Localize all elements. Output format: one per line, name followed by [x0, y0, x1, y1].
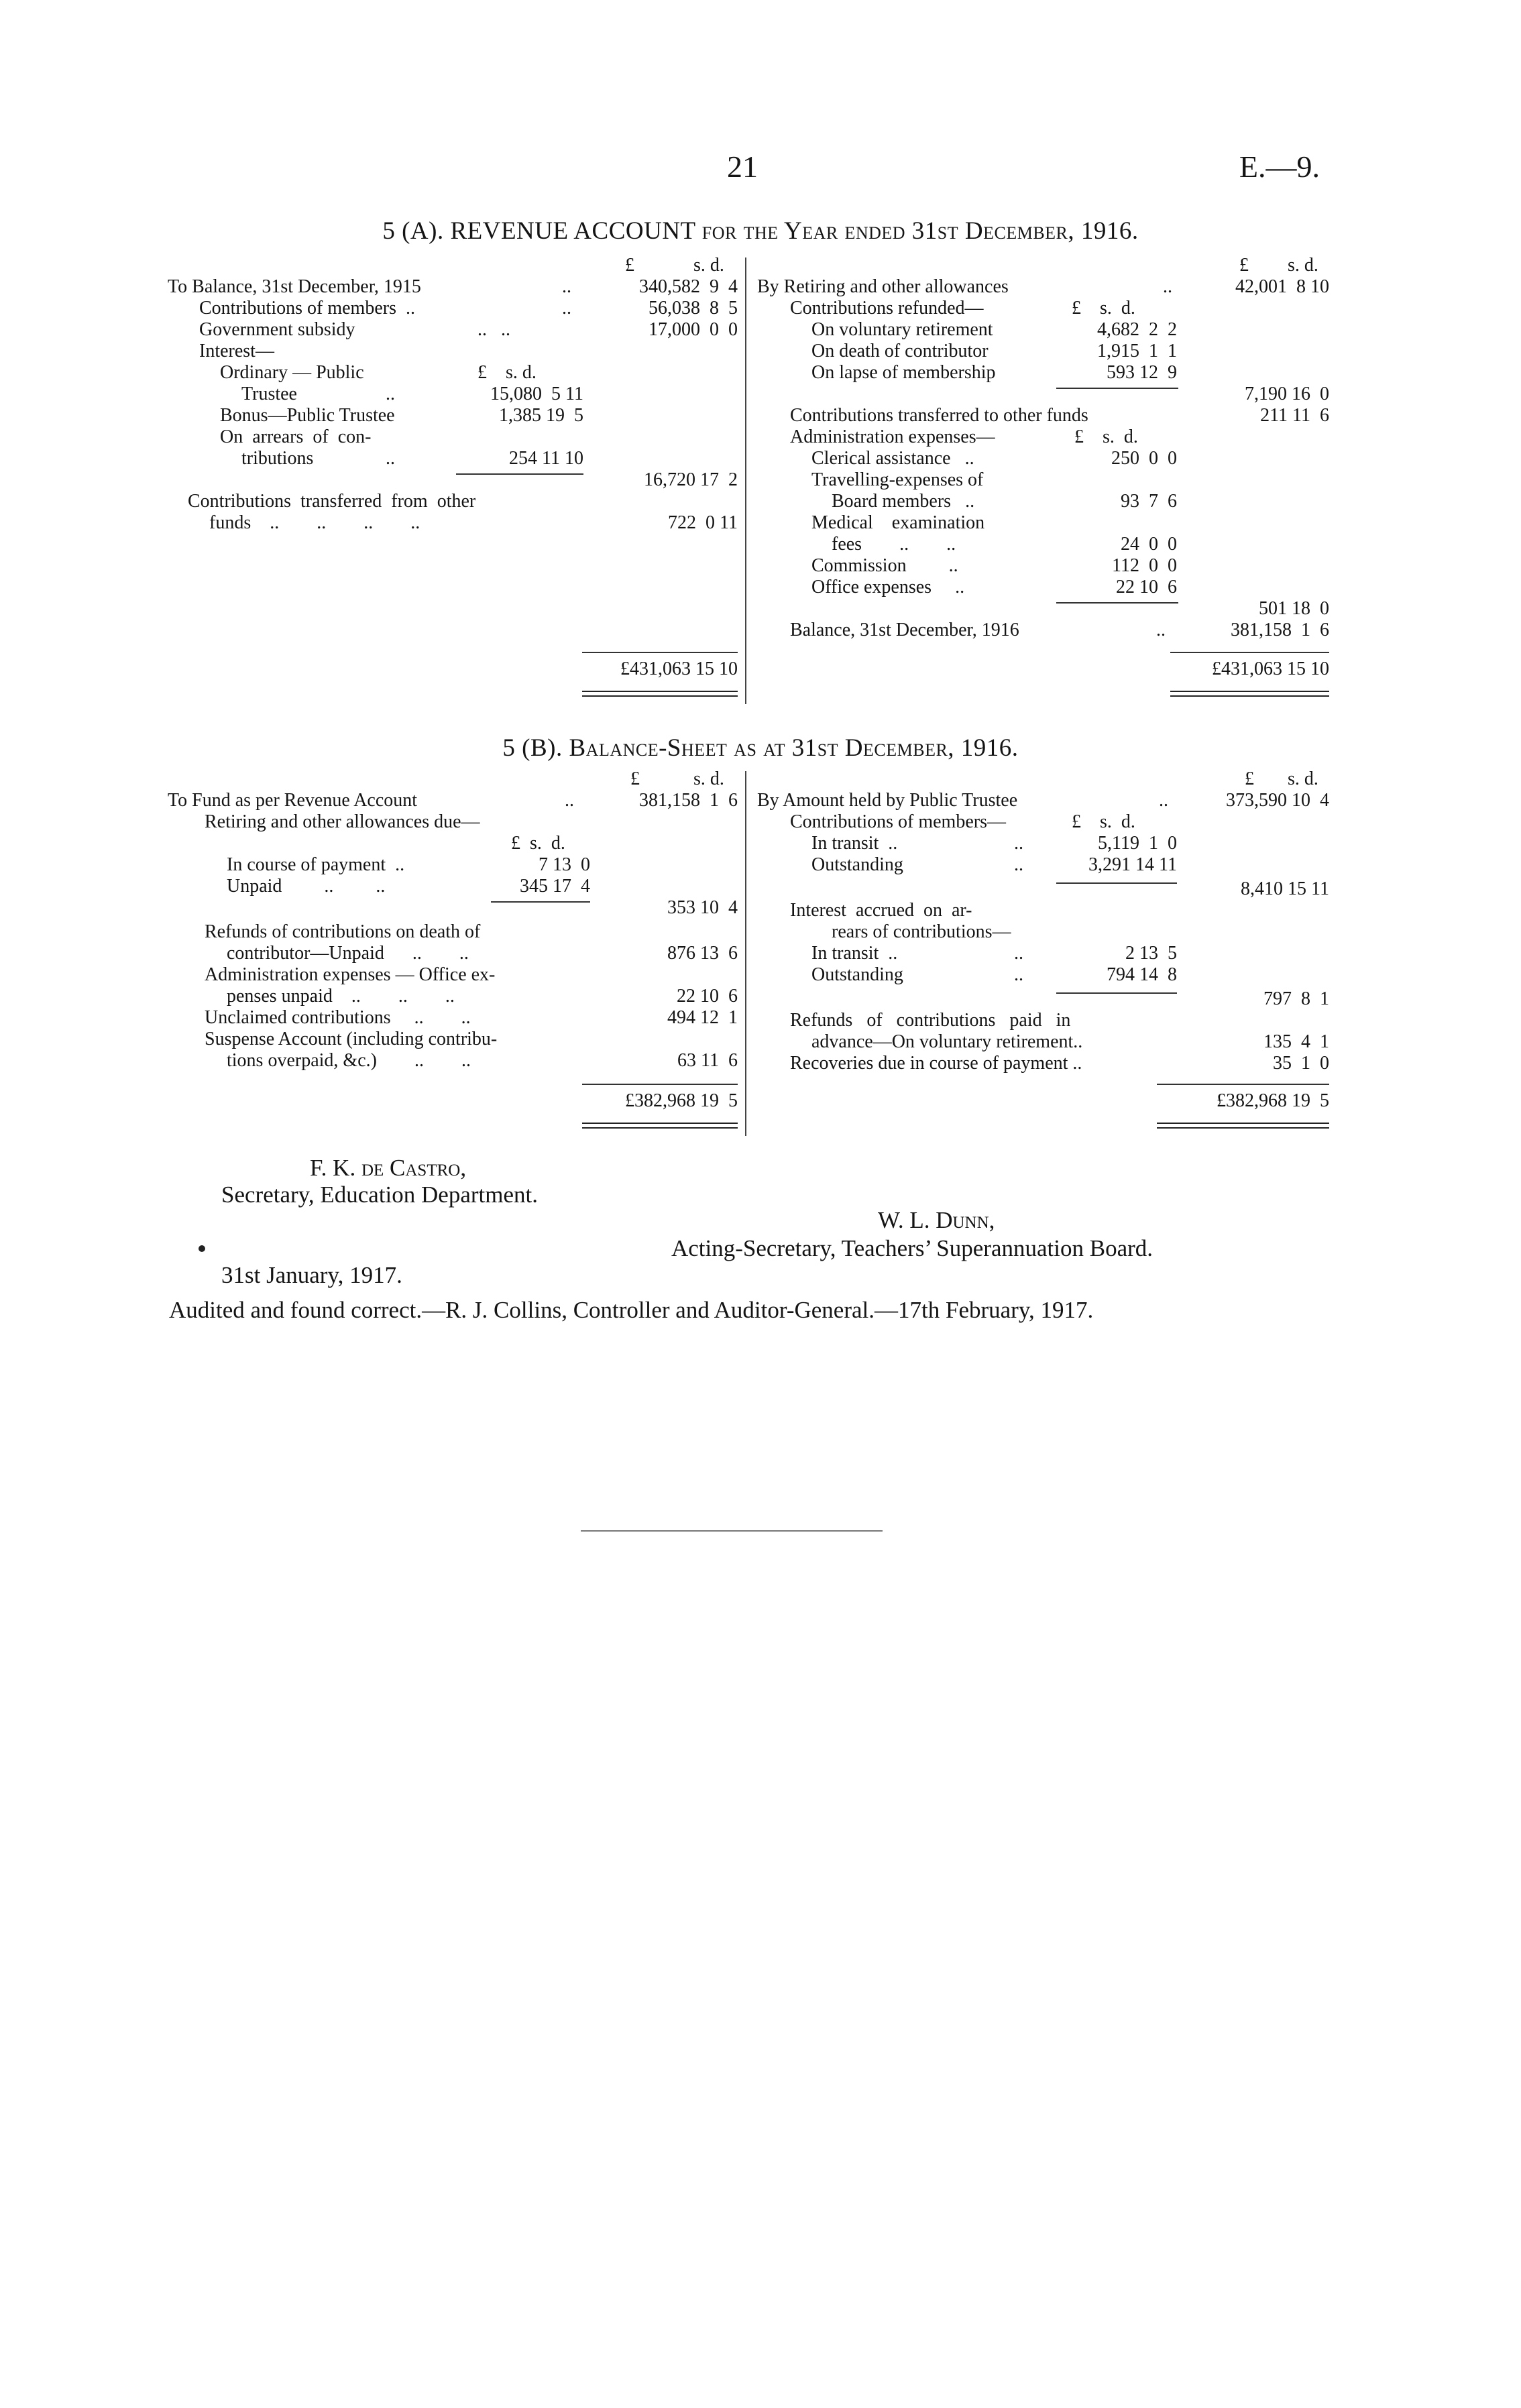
ledger-label: By Retiring and other allowances: [757, 276, 1009, 297]
signatory-castro-title: Secretary, Education Department.: [221, 1182, 538, 1208]
ledger-label: Contributions of members ..: [199, 298, 415, 319]
ledger-amount: 4,682 2 2: [1097, 319, 1177, 340]
leader-dots: ..: [562, 298, 571, 319]
ledger-amount: 381,158 1 6: [1231, 620, 1329, 640]
subtotal-rule: [1056, 388, 1178, 389]
sub-column-header: £ s. d.: [1074, 426, 1138, 447]
ledger-label: Travelling-expenses of: [811, 469, 984, 490]
ledger-amount: 373,590 10 4: [1226, 790, 1329, 811]
signatory-dunn-title: Acting-Secretary, Teachers’ Superannuation Board.: [671, 1235, 1153, 1261]
ledger-amount: 345 17 4: [520, 876, 590, 897]
ledger-label: Contributions transferred to other funds: [790, 405, 1088, 426]
revenue-left-total: £431,063 15 10: [620, 658, 738, 679]
total-rule: [582, 652, 738, 653]
ledger-label: Outstanding: [811, 964, 903, 985]
column-divider: [745, 771, 746, 1136]
ledger-label: Clerical assistance ..: [811, 448, 974, 469]
ledger-amount: 254 11 10: [509, 448, 583, 469]
ledger-amount: 876 13 6: [667, 943, 738, 964]
stray-mark: [199, 1245, 205, 1252]
ledger-label: On lapse of membership: [811, 362, 996, 383]
column-header-sd: s. d.: [1288, 768, 1318, 789]
audit-statement: Audited and found correct.—R. J. Collins, Controller and Auditor-General.—17th February, 1917.: [169, 1297, 1094, 1323]
ledger-amount: 56,038 8 5: [649, 298, 738, 319]
ledger-label: Suspense Account (including contribu-: [205, 1029, 498, 1049]
balance-right-total: £382,968 19 5: [1217, 1090, 1329, 1111]
ledger-label: In transit ..: [811, 943, 898, 964]
column-header-pound: £: [1239, 255, 1249, 276]
ledger-label: Balance, 31st December, 1916: [790, 620, 1019, 640]
column-header-sd: s. d.: [1288, 255, 1318, 276]
ledger-amount: 501 18 0: [1259, 598, 1329, 619]
signature-date: 31st January, 1917.: [221, 1262, 402, 1288]
ledger-amount: 7,190 16 0: [1245, 384, 1329, 404]
ledger-amount: 15,080 5 11: [490, 384, 583, 404]
leader-dots: ..: [386, 384, 395, 404]
ledger-label: advance—On voluntary retirement..: [811, 1031, 1083, 1052]
total-rule: [582, 1084, 738, 1085]
leader-dots: ..: [1163, 276, 1172, 297]
ledger-label: Retiring and other allowances due—: [205, 811, 480, 832]
ledger-amount: 794 14 8: [1107, 964, 1177, 985]
ledger-label: Contributions of members—: [790, 811, 1006, 832]
ledger-label: Interest—: [199, 341, 274, 361]
ledger-amount: 135 4 1: [1263, 1031, 1329, 1052]
ledger-amount: 16,720 17 2: [644, 469, 738, 490]
ledger-amount: 22 10 6: [677, 986, 738, 1007]
leader-dots: ..: [1014, 833, 1023, 854]
ledger-amount: 340,582 9 4: [639, 276, 738, 297]
column-header-sd: s. d.: [693, 255, 724, 276]
ledger-label: In course of payment ..: [227, 854, 405, 875]
column-divider: [745, 257, 746, 704]
leader-dots: ..: [565, 790, 574, 811]
double-rule: [582, 1123, 738, 1129]
column-header-pound: £: [625, 255, 634, 276]
ledger-label: On voluntary retirement: [811, 319, 993, 340]
sub-column-header: £ s. d.: [477, 362, 537, 383]
revenue-right-total: £431,063 15 10: [1212, 658, 1329, 679]
ledger-amount: 381,158 1 6: [639, 790, 738, 811]
ledger-amount: 35 1 0: [1273, 1053, 1329, 1074]
subtotal-rule: [456, 473, 583, 475]
page-number: 21: [727, 150, 758, 184]
ledger-amount: 93 7 6: [1121, 491, 1177, 512]
ledger-amount: 593 12 9: [1107, 362, 1177, 383]
ledger-amount: 42,001 8 10: [1235, 276, 1329, 297]
leader-dots: .. ..: [477, 319, 510, 340]
ledger-label: Recoveries due in course of payment ..: [790, 1053, 1082, 1074]
ledger-amount: 63 11 6: [677, 1050, 738, 1071]
ledger-amount: 211 11 6: [1260, 405, 1329, 426]
ledger-label: Administration expenses — Office ex-: [205, 964, 496, 985]
ledger-label: To Balance, 31st December, 1915: [168, 276, 421, 297]
ledger-label: contributor—Unpaid .. ..: [227, 943, 469, 964]
ledger-label: Bonus—Public Trustee: [220, 405, 395, 426]
ledger-amount: 3,291 14 11: [1088, 854, 1177, 875]
balance-sheet-title: 5 (B). Balance-Sheet as at 31st December, 1916.: [502, 734, 1019, 762]
sub-column-header: £ s. d.: [1072, 811, 1135, 832]
ledger-label: Refunds of contributions on death of: [205, 921, 481, 942]
ledger-amount: 494 12 1: [667, 1007, 738, 1028]
leader-dots: ..: [562, 276, 571, 297]
ledger-label: tions overpaid, &c.) .. ..: [227, 1050, 471, 1071]
ledger-label: Contributions transferred from other: [188, 491, 476, 512]
ledger-label: Unclaimed contributions .. ..: [205, 1007, 471, 1028]
end-rule: [581, 1530, 883, 1532]
ledger-label: Office expenses ..: [811, 577, 965, 597]
ledger-label: In transit ..: [811, 833, 898, 854]
ledger-amount: 250 0 0: [1111, 448, 1177, 469]
ledger-label: To Fund as per Revenue Account: [168, 790, 418, 811]
ledger-label: funds .. .. .. ..: [209, 512, 420, 533]
leader-dots: ..: [1014, 854, 1023, 875]
sub-column-header: £ s. d.: [1072, 298, 1135, 319]
leader-dots: ..: [1014, 943, 1023, 964]
ledger-label: Refunds of contributions paid in: [790, 1010, 1071, 1031]
ledger-amount: 7 13 0: [539, 854, 590, 875]
ledger-amount: 22 10 6: [1116, 577, 1177, 597]
ledger-label: fees .. ..: [832, 534, 956, 555]
ledger-label: Board members ..: [832, 491, 975, 512]
signatory-castro-name: F. K. de Castro,: [310, 1155, 467, 1181]
ledger-label: On arrears of con-: [220, 426, 372, 447]
total-rule: [1157, 1084, 1329, 1085]
ledger-amount: 112 0 0: [1112, 555, 1177, 576]
leader-dots: ..: [1156, 620, 1166, 640]
leader-dots: ..: [386, 448, 395, 469]
ledger-label: tributions: [241, 448, 314, 469]
ledger-amount: 1,915 1 1: [1097, 341, 1177, 361]
ledger-amount: 8,410 15 11: [1241, 878, 1329, 899]
ledger-label: rears of contributions—: [832, 921, 1011, 942]
subtotal-rule: [1056, 992, 1177, 994]
leader-dots: ..: [1014, 964, 1023, 985]
ledger-label: Outstanding: [811, 854, 903, 875]
revenue-account-title: 5 (A). REVENUE ACCOUNT for the Year ended 31st December, 1916.: [382, 217, 1139, 245]
ledger-label: Unpaid .. ..: [227, 876, 386, 897]
ledger-amount: 5,119 1 0: [1098, 833, 1177, 854]
ledger-amount: 24 0 0: [1121, 534, 1177, 555]
ledger-amount: 353 10 4: [667, 897, 738, 918]
ledger-amount: 797 8 1: [1263, 988, 1329, 1009]
ledger-label: Ordinary — Public: [220, 362, 364, 383]
ledger-label: Trustee: [241, 384, 297, 404]
ledger-label: Medical examination: [811, 512, 985, 533]
ledger-label: By Amount held by Public Trustee: [757, 790, 1018, 811]
ledger-label: Government subsidy: [199, 319, 355, 340]
double-rule: [582, 691, 738, 697]
subtotal-rule: [491, 901, 590, 903]
ledger-amount: 722 0 11: [668, 512, 738, 533]
ledger-label: penses unpaid .. .. ..: [227, 986, 455, 1007]
column-header-pound: £: [630, 768, 640, 789]
ledger-amount: 1,385 19 5: [499, 405, 583, 426]
ledger-label: On death of contributor: [811, 341, 989, 361]
ledger-label: Contributions refunded—: [790, 298, 984, 319]
column-header-sd: s. d.: [693, 768, 724, 789]
double-rule: [1157, 1123, 1329, 1129]
total-rule: [1170, 652, 1329, 653]
subtotal-rule: [1056, 882, 1177, 884]
ledger-amount: 2 13 5: [1125, 943, 1177, 964]
sub-column-header: £ s. d.: [511, 833, 565, 854]
signatory-dunn-name: W. L. Dunn,: [878, 1207, 995, 1233]
ledger-label: Administration expenses—: [790, 426, 995, 447]
leader-dots: ..: [1159, 790, 1168, 811]
series-code: E.—9.: [1239, 150, 1320, 184]
double-rule: [1170, 691, 1329, 697]
ledger-label: Interest accrued on ar-: [790, 900, 972, 921]
ledger-amount: 17,000 0 0: [649, 319, 738, 340]
subtotal-rule: [1056, 602, 1178, 604]
ledger-label: Commission ..: [811, 555, 958, 576]
column-header-pound: £: [1245, 768, 1254, 789]
balance-left-total: £382,968 19 5: [625, 1090, 738, 1111]
